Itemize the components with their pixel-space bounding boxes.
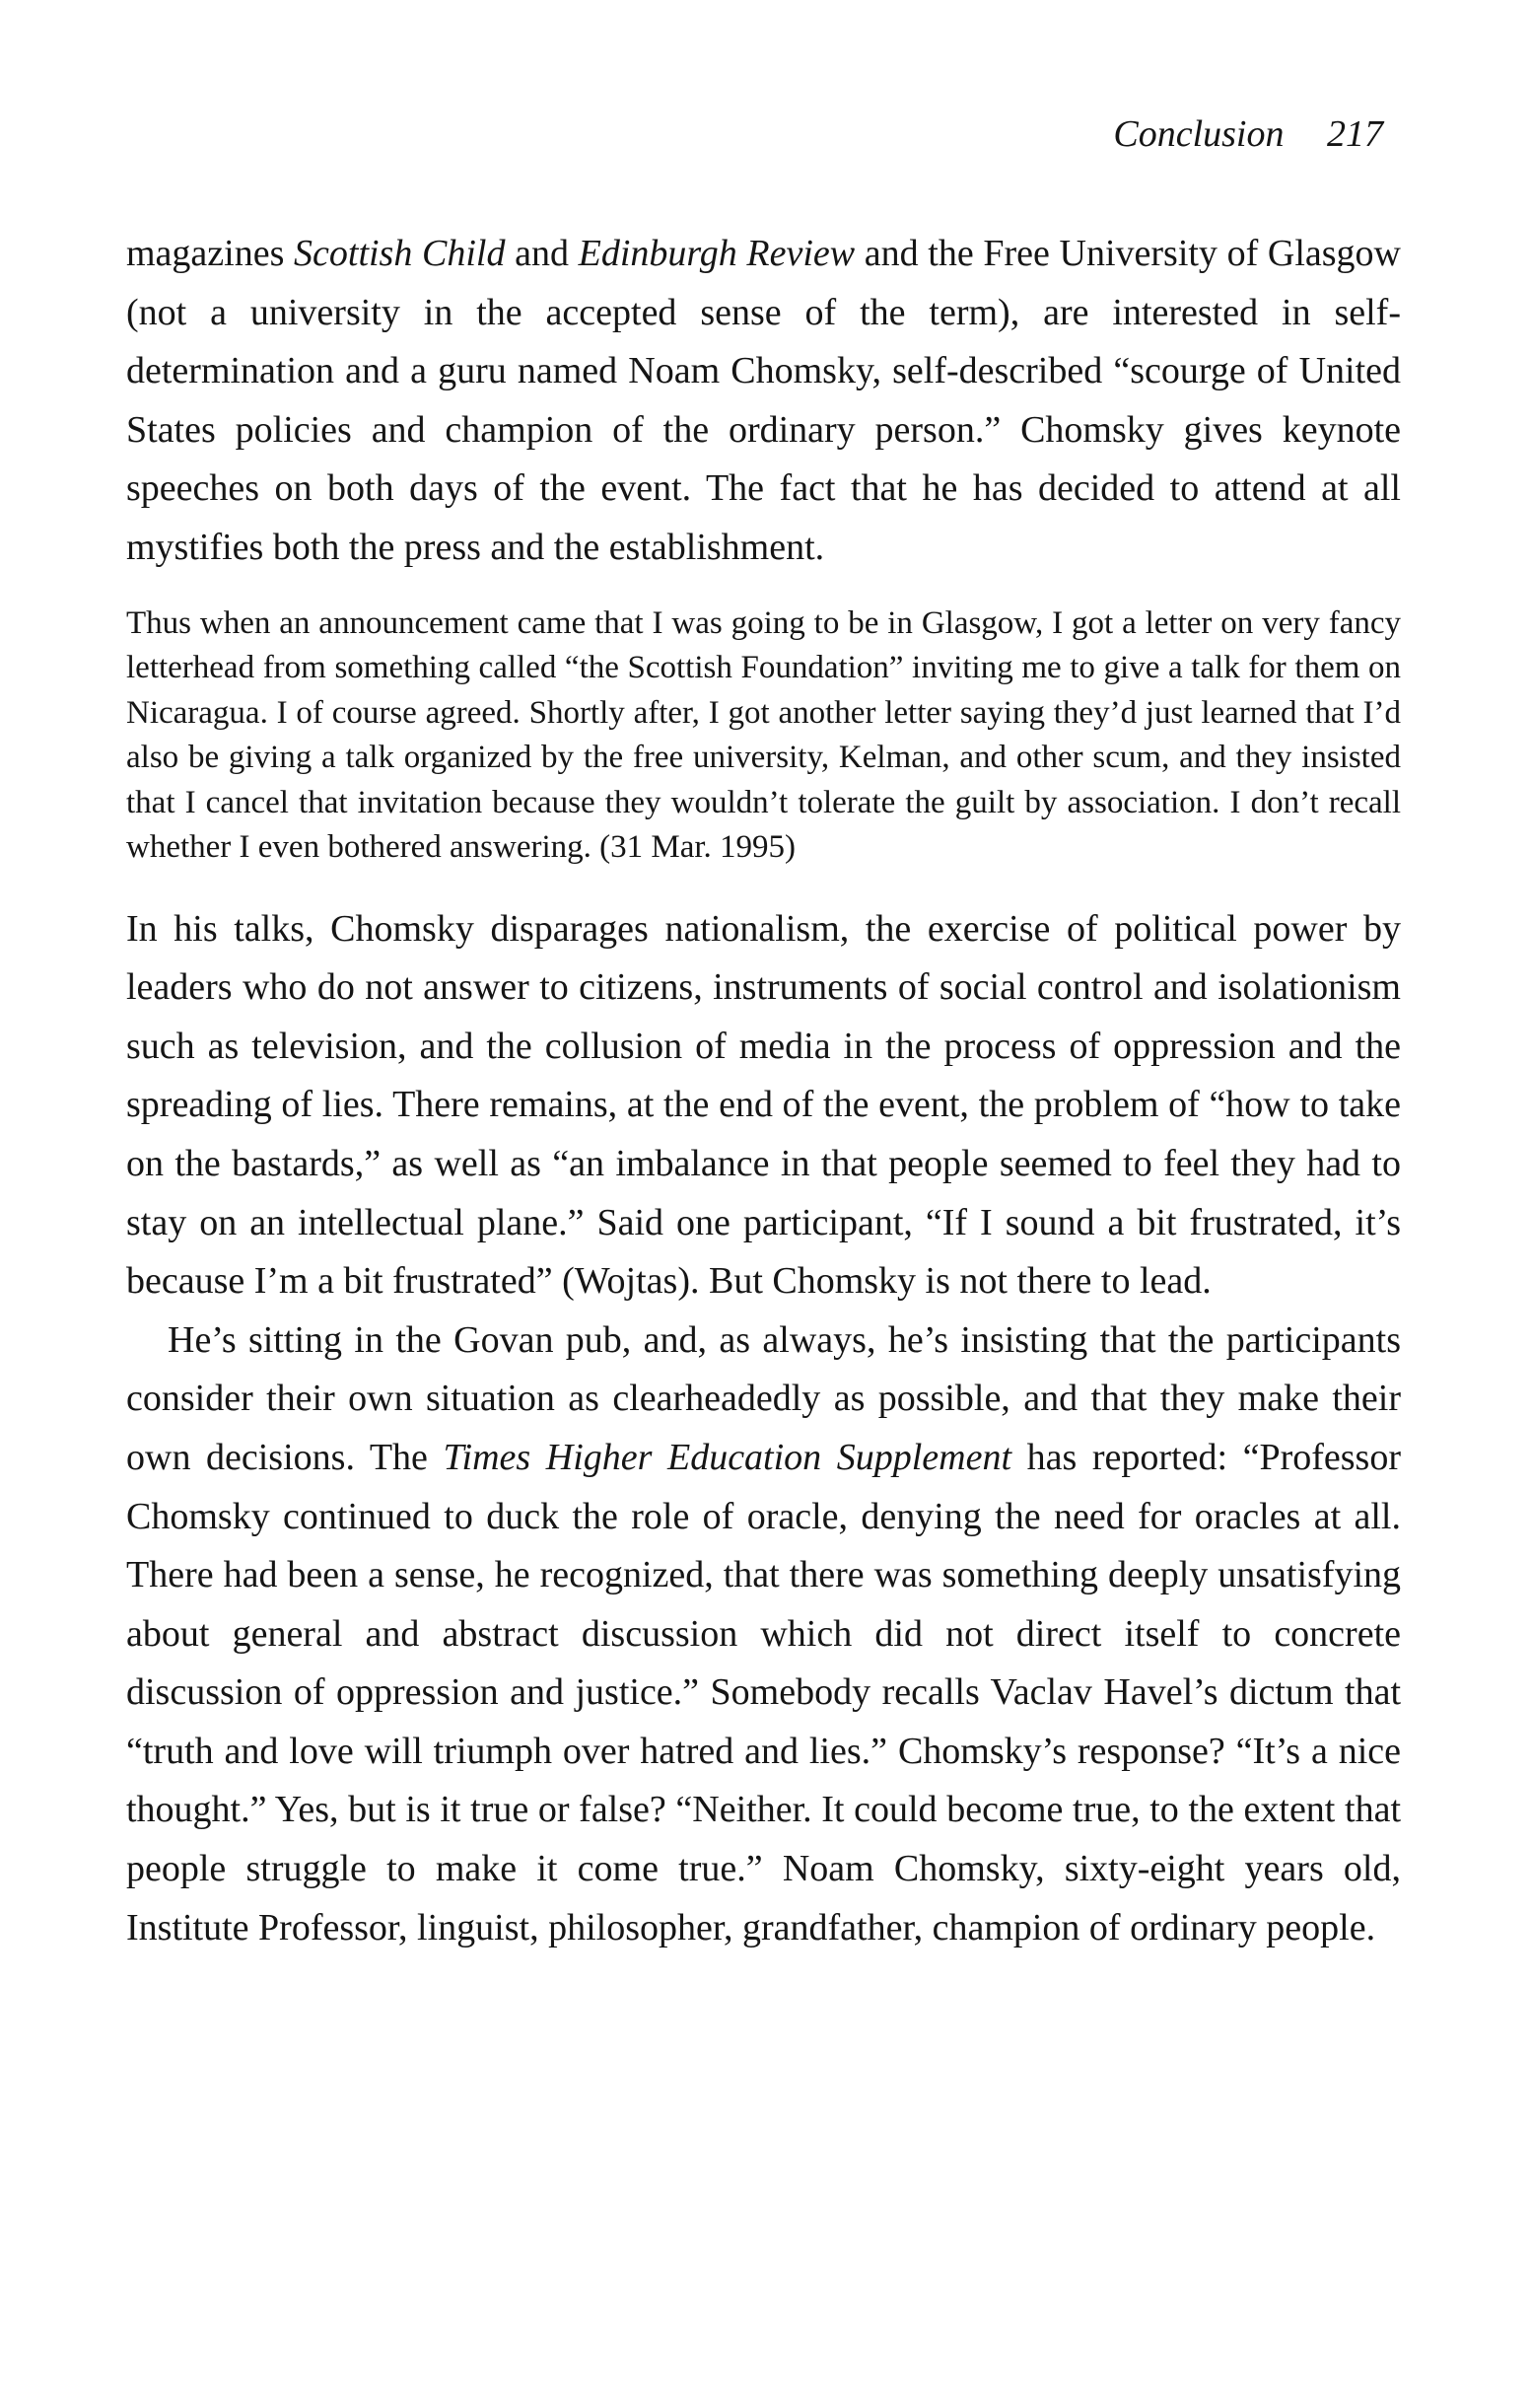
paragraph-3 [126,1311,1401,1958]
publication-title-times-higher-education-supplement: Times Higher Education Supplement [443,1436,1012,1478]
body-text [126,225,1401,1957]
paragraph-1-text-c: and the Free University of Glasgow (not a university in the accepted sense of the term), are interested in self-determination and a guru named Noam Chomsky, self-described “scourge of United States policies and champion of the ordinary person.” Chomsky gives keynote speeches on both days of the event. The fact that he has decided to attend at all mystifies both the press and the establishment. [126,233,1401,568]
page-number: 217 [1327,113,1383,155]
paragraph-1-text-a: magazines [126,233,295,274]
paragraph-2: In his talks, Chomsky disparages nationalism, the exercise of political power by leaders who do not answer to citizens, instruments of social control and isolationism such as television, and the collusion of media in the process of oppression and the spreading of lies. There remains, at the end of the event, the problem of “how to take on the bastards,” as well as “an imbalance in that people seemed to feel they had to stay on an intellectual plane.” Said one participant, “If I sound a bit frustrated, it’s because I’m a bit frustrated” (Wojtas). But Chomsky is not there to lead. [126,907,1401,1303]
magazine-title-edinburgh-review: Edinburgh Review [578,233,856,274]
paragraph-3-text-a: He’s sitting in the Govan pub, and, as always, he’s insisting that the participants consider their own situation as clearheadedly as possible, and that they make their own decisions. The [126,1318,1401,1478]
paragraph-3-text-b: has reported: “Professor Chomsky continued to duck the role of oracle, denying the need for oracles at all. There had been a sense, he recognized, that there was something deeply unsatisfying about general and abstract discussion which did not direct itself to concrete discussion of oppression and justice.” Somebody recalls Vaclav Havel’s dictum that “truth and love will triumph over hatred and lies.” Chomsky’s response? “It’s a nice thought.” Yes, but is it true or false? “Neither. It could become true, to the extent that people struggle to make it come true.” Noam Chomsky, sixty-eight years old, Institute Professor, linguist, philosopher, grandfather, champion of ordinary people. [126,1436,1401,1948]
running-head-section: Conclusion [1113,113,1285,155]
paragraph-1 [126,225,1401,578]
magazine-title-scottish-child: Scottish Child [294,233,506,274]
running-head [1113,110,1383,158]
paragraph-1-text-b: and [505,233,579,274]
block-quote: Thus when an announcement came that I was going to be in Glasgow, I got a letter on very fancy letterhead from something called “the Scottish Foundation” inviting me to give a talk for them on Nicaragua. I of course agreed. Shortly after, I got another letter saying they’d just learned that I’d also be giving a talk organized by the free university, Kelman, and other scum, and they insisted that I cancel that invitation because they wouldn’t tolerate the guilt by association. I don’t recall whether I even bothered answering. (31 Mar. 1995) [126,604,1401,866]
